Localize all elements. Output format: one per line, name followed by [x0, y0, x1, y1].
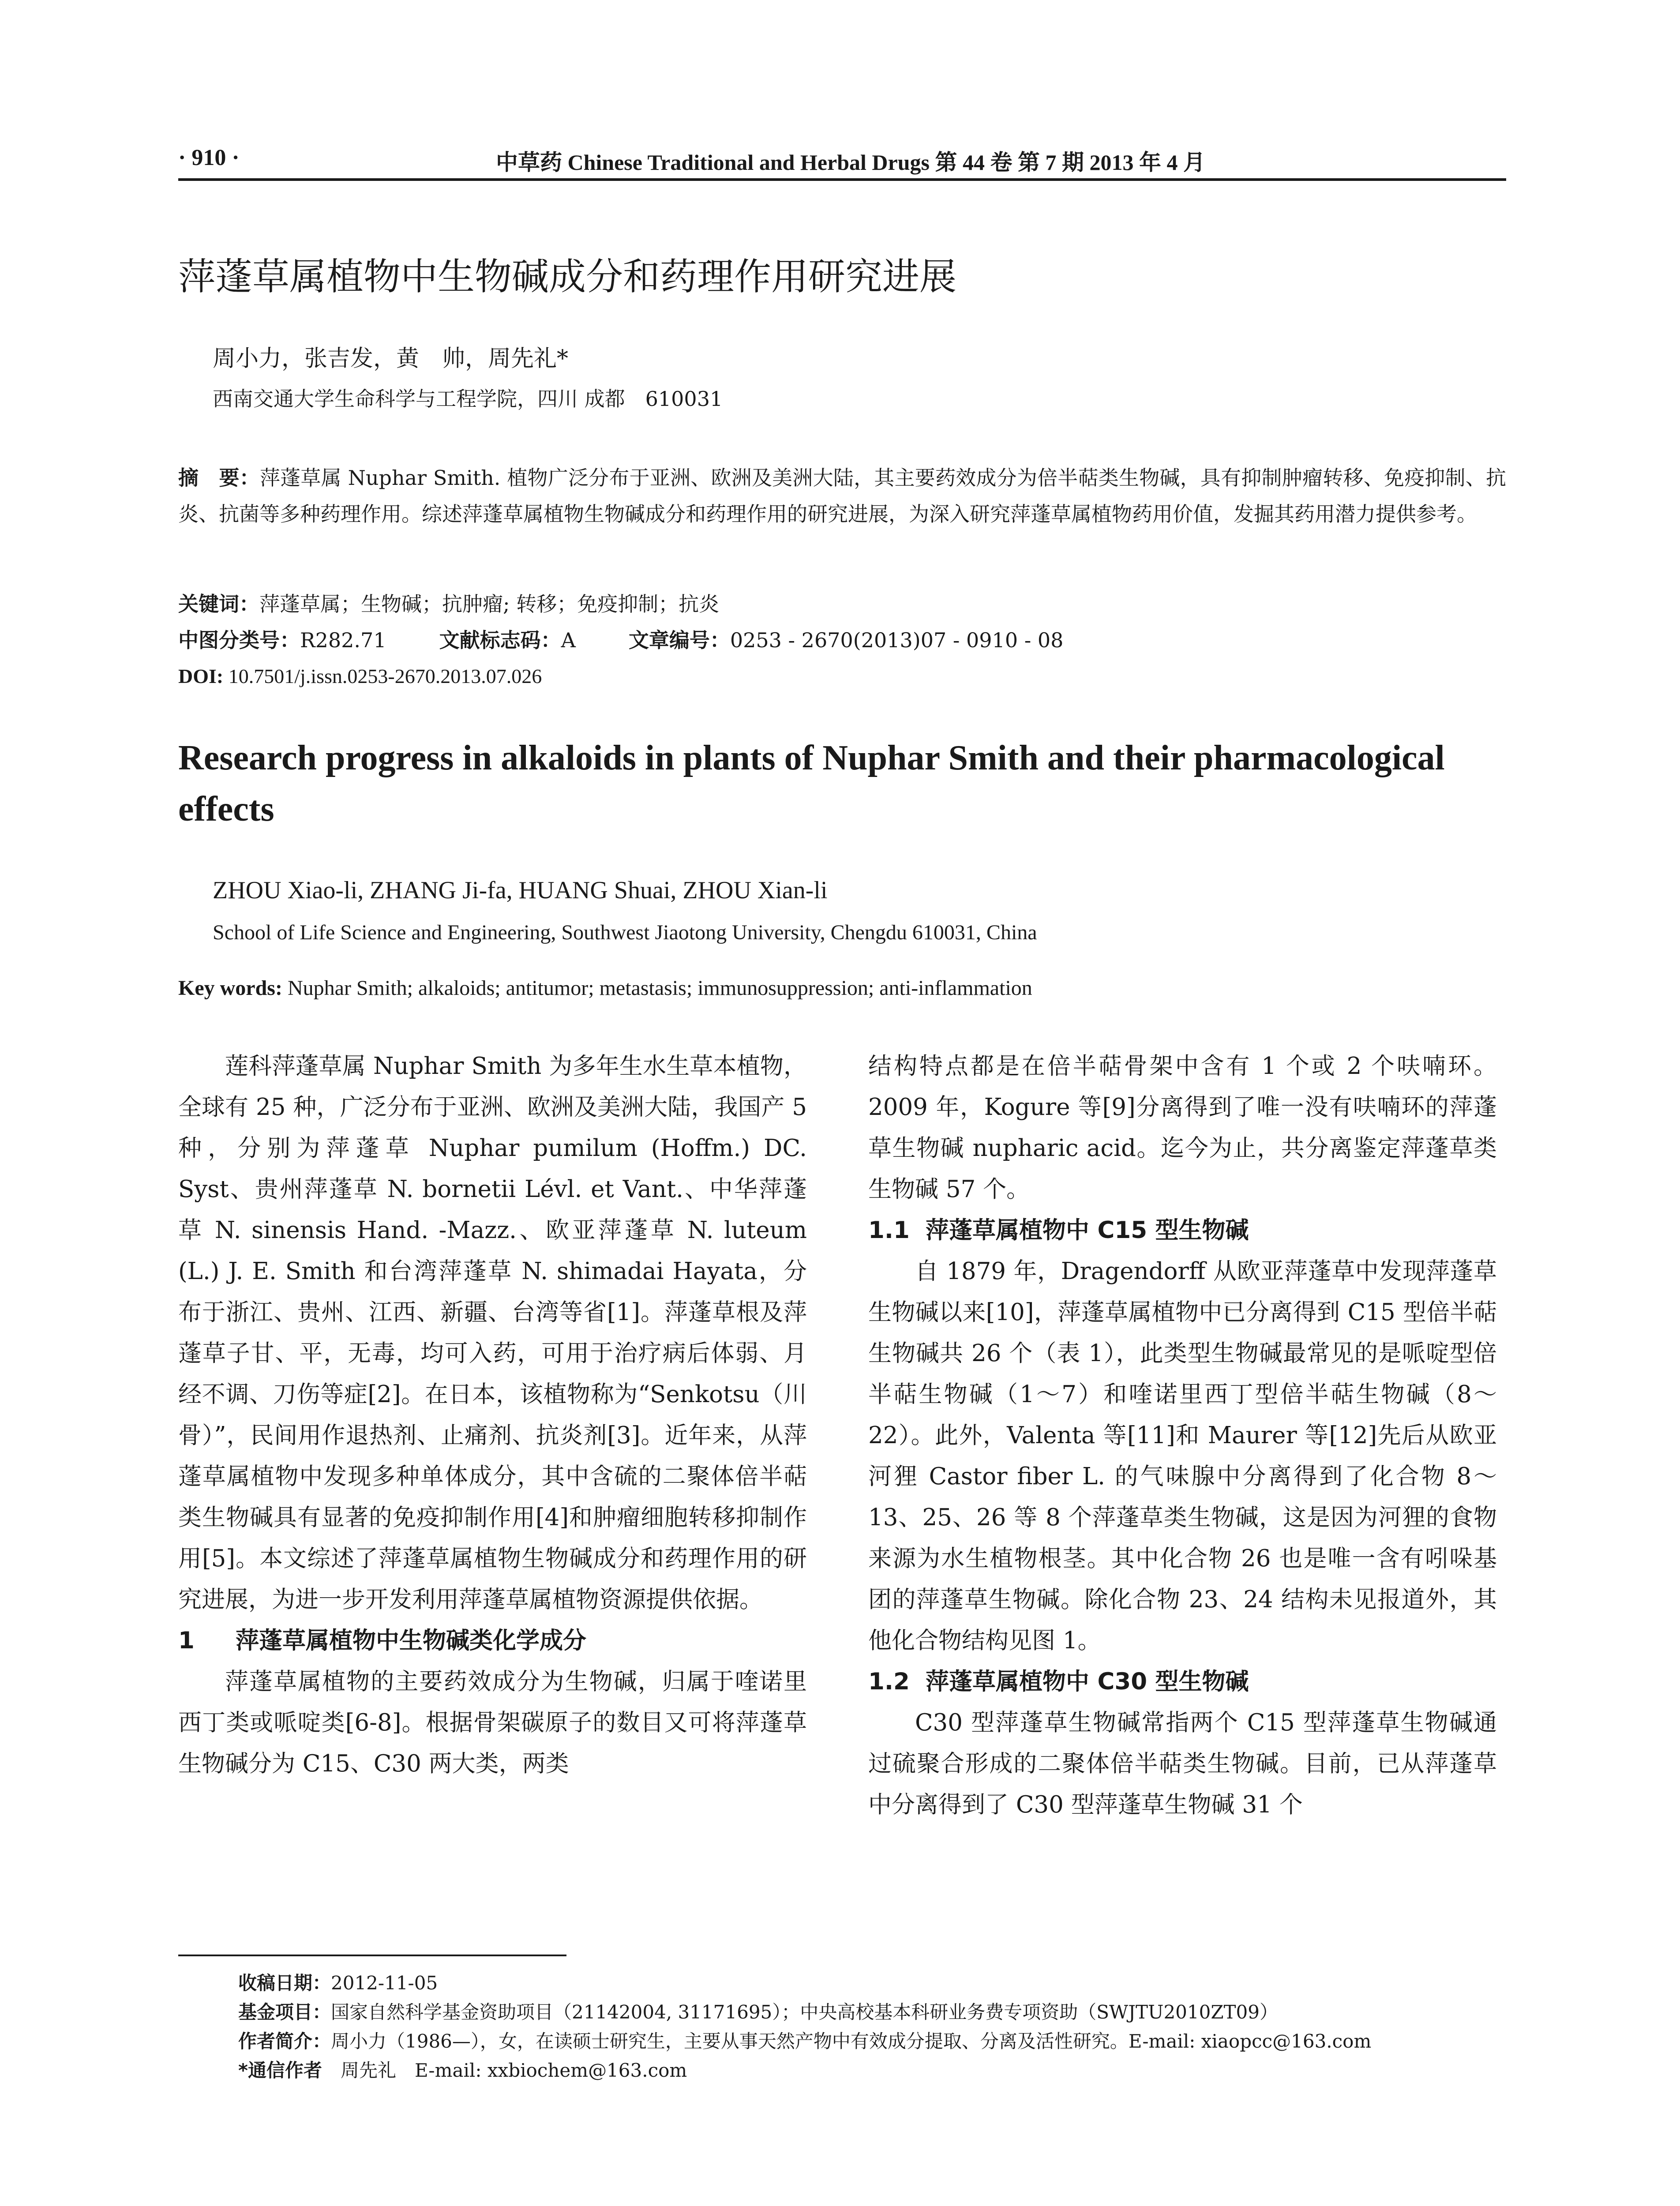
keywords-label: 关键词：	[178, 592, 259, 616]
author-label: 作者简介：	[238, 2030, 331, 2052]
section-1-2-number: 1.2	[868, 1668, 910, 1695]
section-1-1-number: 1.1	[868, 1217, 910, 1244]
chinese-keywords	[178, 586, 1506, 622]
section-1-1-heading	[868, 1210, 1497, 1251]
paragraph-section-1-1: 自 1879 年，Dragendorff 从欧亚萍蓬草中发现萍蓬草生物碱以来[10]，萍蓬草属植物中已分离得到 C15 型倍半萜生物碱共 26 个（表 1），此类型生物碱最常见的是哌啶型倍半萜生物碱（1～7）和喹诺里西丁型倍半萜生物碱（8～22）。此外，Valenta 等[11]和 Maurer 等[12]先后从欧亚河狸 Castor fiber L. 的气味腺中分离得到了化合物 8～13、25、26 等 8 个萍蓬草类生物碱，这是因为河狸的食物来源为水生植物根茎。其中化合物 26 也是唯一含有吲哚基团的萍蓬草生物碱。除化合物 23、24 结构未见报道外，其他化合物结构见图 1。	[868, 1258, 1497, 1654]
keywords-text: 萍蓬草属；生物碱；抗肿瘤; 转移；免疫抑制；抗炎	[259, 592, 720, 616]
running-header	[178, 141, 1506, 182]
chinese-authors: 周小力，张吉发，黄 帅，周先礼*	[213, 345, 569, 372]
corresponding-value: 周先礼 E-mail: xxbiochem@163.com	[340, 2060, 687, 2081]
footnote-fund	[238, 1998, 1506, 2027]
section-1-2-heading	[868, 1661, 1497, 1702]
article-no-value: 0253 - 2670(2013)07 - 0910 - 08	[730, 628, 1064, 652]
footnote-author	[238, 2027, 1506, 2056]
english-affiliation: School of Life Science and Engineering, Southwest Jiaotong University, Chengdu 610031, China	[213, 921, 1037, 944]
english-title: Research progress in alkaloids in plants of Nuphar Smith and their pharmacological effects	[178, 739, 1445, 829]
corresponding-label: *通信作者	[238, 2060, 322, 2081]
fund-value: 国家自然科学基金资助项目（21142004, 31171695）；中央高校基本科研业务费专项资助（SWJTU2010ZT09）	[331, 2001, 1278, 2023]
journal-citation: 中草药 Chinese Traditional and Herbal Drugs 第 44 卷 第 7 期 2013 年 4 月	[496, 150, 1205, 175]
section-1-heading	[178, 1620, 807, 1661]
paragraph-section-1-2: C30 型萍蓬草生物碱常指两个 C15 型萍蓬草生物碱通过硫聚合形成的二聚体倍半萜类生物碱。目前，已从萍蓬草中分离得到了 C30 型萍蓬草生物碱 31 个	[868, 1709, 1497, 1818]
paragraph-continued: 结构特点都是在倍半萜骨架中含有 1 个或 2 个呋喃环。2009 年，Kogure 等[9]分离得到了唯一没有呋喃环的萍蓬草生物碱 nupharic acid。迄今为止，共分离鉴定萍蓬草类生物碱 57 个。	[868, 1053, 1497, 1203]
section-1-1-title: 萍蓬草属植物中 C15 型生物碱	[926, 1217, 1249, 1244]
doi-label: DOI:	[178, 665, 224, 687]
received-label: 收稿日期：	[238, 1972, 331, 1994]
doc-code-value: A	[561, 628, 576, 652]
paragraph-section-1: 萍蓬草属植物的主要药效成分为生物碱，归属于喹诺里西丁类或哌啶类[6-8]。根据骨架碳原子的数目又可将萍蓬草生物碱分为 C15、C30 两大类，两类	[178, 1668, 807, 1777]
clc-label: 中图分类号：	[178, 628, 300, 652]
english-keywords-text: Nuphar Smith; alkaloids; antitumor; metastasis; immunosuppression; anti-inflammation	[287, 976, 1032, 1000]
chinese-affiliation: 西南交通大学生命科学与工程学院，四川 成都 610031	[213, 387, 723, 411]
clc-value: R282.71	[300, 628, 386, 652]
chinese-abstract	[178, 460, 1506, 532]
doi-value: 10.7501/j.issn.0253-2670.2013.07.026	[228, 665, 542, 687]
english-keywords	[178, 976, 1032, 1000]
body-column-left	[178, 1046, 807, 1784]
footnote-corresponding	[238, 2056, 1506, 2085]
section-1-2-title: 萍蓬草属植物中 C30 型生物碱	[926, 1668, 1249, 1695]
footnote-received	[238, 1969, 1506, 1998]
doi-line	[178, 658, 1506, 694]
english-keywords-label: Key words:	[178, 976, 282, 1000]
section-1-number: 1	[178, 1627, 195, 1654]
article-no-label: 文章编号：	[628, 628, 730, 652]
english-authors: ZHOU Xiao-li, ZHANG Ji-fa, HUANG Shuai, ZHOU Xian-li	[213, 877, 828, 904]
received-value: 2012-11-05	[331, 1972, 438, 1994]
fund-label: 基金项目：	[238, 2001, 331, 2023]
chinese-title: 萍蓬草属植物中生物碱成分和药理作用研究进展	[178, 255, 957, 298]
author-value: 周小力（1986—），女，在读硕士研究生，主要从事天然产物中有效成分提取、分离及活性研究。E-mail: xiaopcc@163.com	[331, 2030, 1372, 2052]
body-column-right	[868, 1046, 1497, 1825]
classification-line	[178, 622, 1506, 658]
section-1-title: 萍蓬草属植物中生物碱类化学成分	[236, 1627, 586, 1654]
paragraph-intro: 莲科萍蓬草属 Nuphar Smith 为多年生水生草本植物，全球有 25 种，广泛分布于亚洲、欧洲及美洲大陆，我国产 5 种，分别为萍蓬草 Nuphar pumilum (Hoffm.) DC. Syst、贵州萍蓬草 N. bornetii Lévl. et Vant.、中华萍蓬草 N. sinensis Hand. -Mazz.、欧亚萍蓬草 N. luteum (L.) J. E. Smith 和台湾萍蓬草 N. shimadai Hayata，分布于浙江、贵州、江西、新疆、台湾等省[1]。萍蓬草根及萍蓬草子甘、平，无毒，均可入药，可用于治疗病后体弱、月经不调、刀伤等症[2]。在日本，该植物称为“Senkotsu（川骨）”，民间用作退热剂、止痛剂、抗炎剂[3]。近年来，从萍蓬草属植物中发现多种单体成分，其中含硫的二聚体倍半萜类生物碱具有显著的免疫抑制作用[4]和肿瘤细胞转移抑制作用[5]。本文综述了萍蓬草属植物生物碱成分和药理作用的研究进展，为进一步开发利用萍蓬草属植物资源提供依据。	[178, 1053, 807, 1613]
abstract-text: 萍蓬草属 Nuphar Smith. 植物广泛分布于亚洲、欧洲及美洲大陆，其主要药效成分为倍半萜类生物碱，具有抑制肿瘤转移、免疫抑制、抗炎、抗菌等多种药理作用。综述萍蓬草属植物生物碱成分和药理作用的研究进展，为深入研究萍蓬草属植物药用价值，发掘其药用潜力提供参考。	[178, 466, 1507, 526]
page-number: · 910 ·	[178, 145, 240, 170]
header-rule	[178, 178, 1506, 181]
footnotes	[238, 1969, 1506, 2085]
doc-code-label: 文献标志码：	[439, 628, 561, 652]
abstract-label: 摘 要：	[178, 466, 260, 490]
footnote-rule	[178, 1955, 566, 1956]
